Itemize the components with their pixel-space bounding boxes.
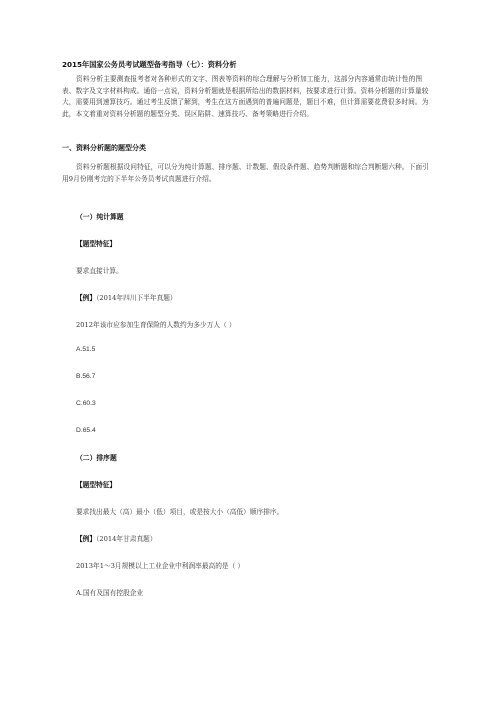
feature-text-2: 要求找出最大（高）最小（低）项目，或是按大小（高低）顺序排序。 (76, 508, 284, 516)
example-line-2 (76, 533, 157, 543)
subsection-heading-sort: （二）排序题 (76, 454, 117, 462)
feature-label: 【题型特征】 (76, 240, 117, 248)
example-source-2: （2014年甘肃真题） (96, 535, 157, 543)
feature-text: 要求直接计算。 (76, 267, 123, 275)
question-text: 2012年该市应参加生育保险的人数约为多少万人（ ） (76, 321, 236, 329)
option-c: C.60.3 (76, 400, 96, 407)
option-a-2: A.国有及国有控股企业 (76, 589, 144, 597)
example-label: 【例】 (76, 294, 97, 302)
option-d: D.65.4 (76, 427, 96, 434)
feature-label-2: 【题型特征】 (76, 481, 117, 489)
question-text-2: 2013年1～3月规模以上工业企业中利润率最高的是（ ） (76, 562, 245, 570)
document-title: 2015年国家公务员考试题型备考指导（七）：资料分析 (62, 60, 237, 69)
option-a: A.51.5 (76, 346, 96, 353)
example-source: （2014年四川下半年真题） (96, 294, 177, 302)
section-heading: 一、资料分析题的题型分类 (62, 144, 146, 152)
section-paragraph: 资料分析题根据设问特征，可以分为纯计算题、排序题、计数题、假设条件题、趋势判断题和综合判断题六种。下面引用9月份刚考完的下半年公务员考试真题进行介绍。 (62, 163, 429, 183)
intro-paragraph: 资料分析主要测查报考者对各种形式的文字、图表等资料的综合理解与分析加工能力，这部分内容通常由统计性的图表、数字及文字材料构成。通俗一点说，资料分析题就是根据所给出的数据材料，按要求进行计算。资料分析题的计算量较大，需要用到速算技巧。通过考生反馈了解到，考生在这方面遇到的普遍问题是，题目不难，但计算需要花费很多时间。为此，本文着重对资料分析题的题型分类、误区陷阱、速算技巧、备考策略进行介绍。 (62, 75, 429, 118)
example-line (76, 292, 177, 302)
subsection-heading-calc: （一）纯计算题 (76, 213, 124, 221)
option-b: B.56.7 (76, 373, 96, 380)
example-label-2: 【例】 (76, 535, 97, 543)
